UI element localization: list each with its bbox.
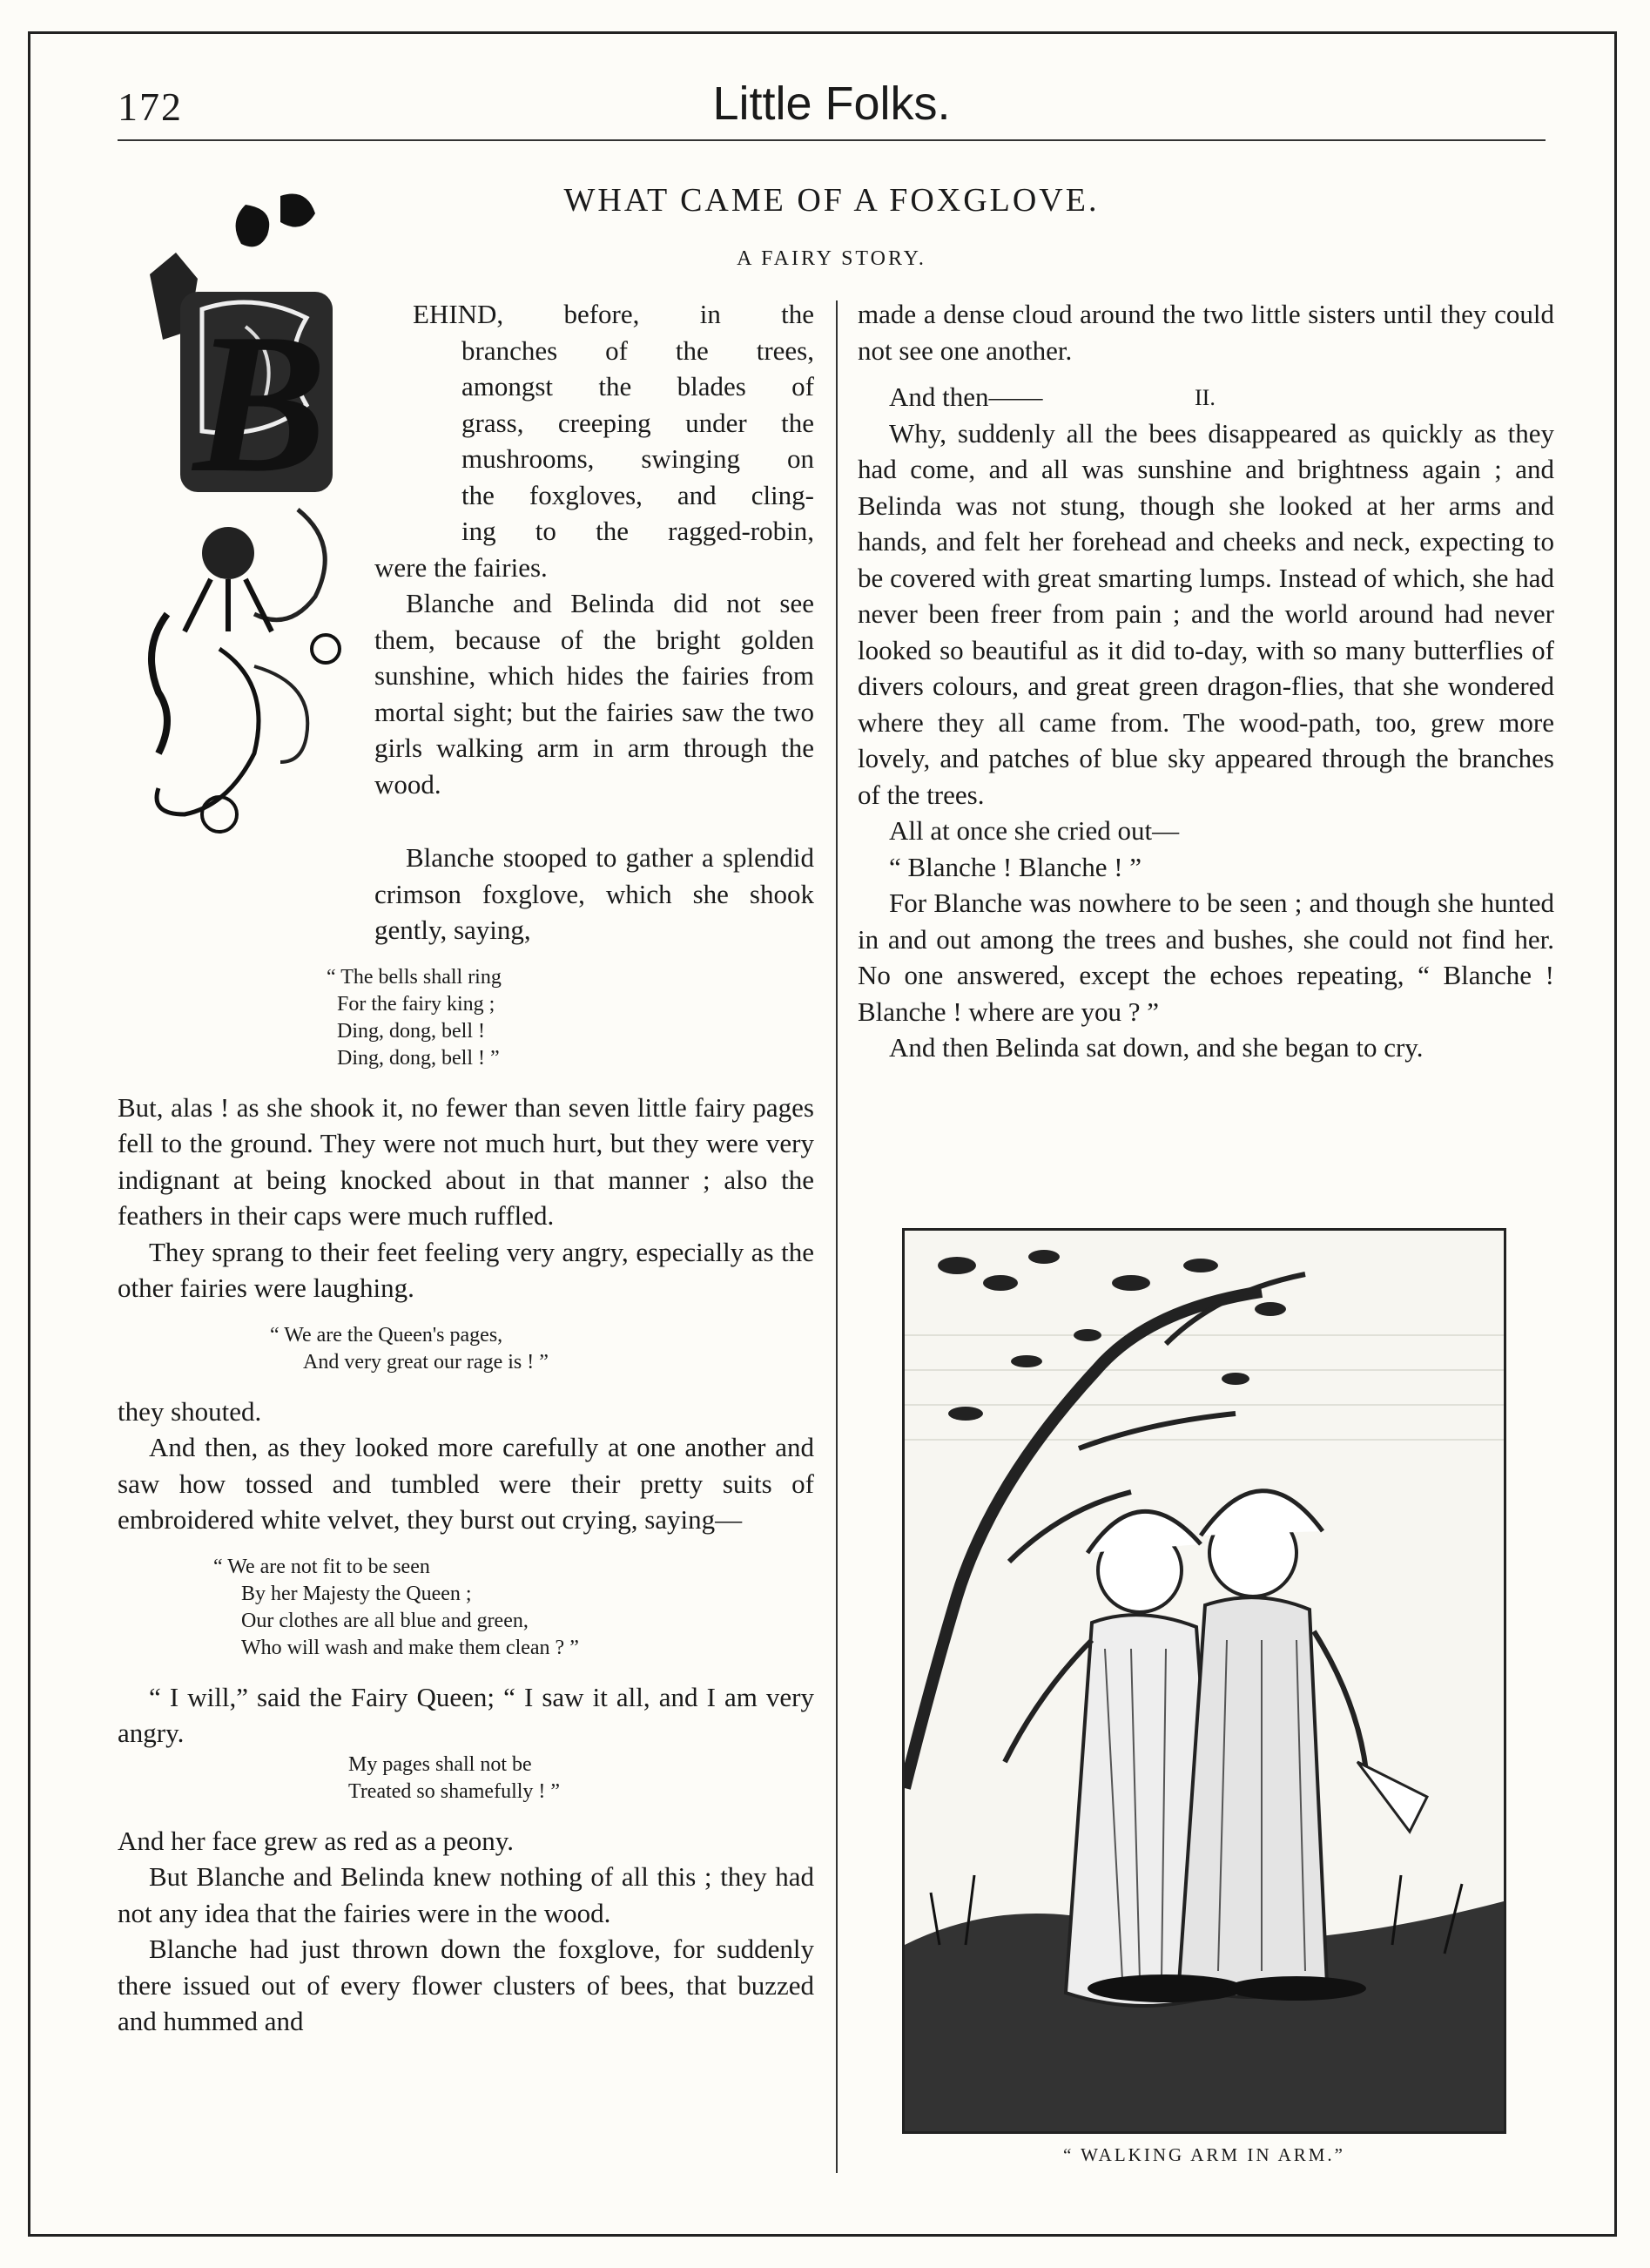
- paragraph: “ I will,” said the Fairy Queen; “ I saw it all, and I am very angry.: [118, 1681, 814, 1748]
- left-column-p2: [374, 585, 814, 802]
- header-rule: [118, 139, 1546, 141]
- paragraph: “ Blanche ! Blanche ! ”: [889, 851, 1142, 882]
- verse-line: “ We are the Queen's pages,: [270, 1323, 503, 1347]
- verse-line: Our clothes are all blue and green,: [241, 1609, 529, 1632]
- paragraph: Blanche and Belinda did not see them, because of the bright golden sunshine, which hides the fairies from mortal sight; but the fairies saw the two girls walking arm in arm through the wood.: [374, 588, 814, 800]
- paragraph: But, alas ! as she shook it, no fewer than seven little fairy pages fell to the ground. They were not much hurt, but they were very indignant at being knocked about in that manner ; also the feathers in their caps were much ruffled.: [118, 1091, 814, 1231]
- verse-line: By her Majesty the Queen ;: [241, 1582, 472, 1605]
- page-number: 172: [118, 84, 183, 129]
- paragraph: Why, suddenly all the bees disappeared as quickly as they had come, and all was sunshine and brightness again ; and Belinda was not stung, though she looked at her arms and hands, and felt her forehead and cheeks and neck, expecting to be covered with great smarting lumps. Instead of which, she had never been freer from pain ; and the world around had never looked so beautiful as it did to-day, with so many butterflies of divers colours, and great green dragon-flies, that she wondered where they all came from. The wood-path, too, grew more lovely, and patches of blue sky appeared through the branches of the trees.: [858, 417, 1554, 810]
- intro-line: mushrooms, swinging on: [461, 443, 814, 474]
- verse-4: [118, 1752, 814, 1806]
- paragraph: And her face grew as red as a peony.: [118, 1825, 515, 1856]
- dropcap-letter: B: [193, 292, 327, 514]
- intro-line: amongst the blades of: [461, 371, 814, 402]
- verse-line: For the fairy king ;: [337, 992, 495, 1016]
- paragraph: Blanche had just thrown down the foxglove, for suddenly there issued out of every flower clusters of bees, that buzzed and hummed and: [118, 1934, 814, 2036]
- paragraph: But Blanche and Belinda knew nothing of all this ; they had not any idea that the fairies were in the wood.: [118, 1861, 814, 1928]
- section-number: II.: [1195, 385, 1216, 410]
- verse-line: Treated so shamefully ! ”: [348, 1779, 561, 1803]
- paragraph: made a dense cloud around the two little sisters until they could not see one another.: [858, 299, 1554, 366]
- left-column-intro: [374, 296, 814, 585]
- verse-line: And very great our rage is ! ”: [303, 1350, 549, 1374]
- intro-line: branches of the trees,: [461, 334, 814, 366]
- paragraph: And then, as they looked more carefully at one another and saw how tossed and tumbled were their pretty suits of embroidered white velvet, they burst out crying, saying—: [118, 1432, 814, 1535]
- paragraph: And then Belinda sat down, and she began to cry.: [889, 1032, 1424, 1063]
- paragraph: They sprang to their feet feeling very angry, especially as the other fairies were laughing.: [118, 1236, 814, 1303]
- page-header: [118, 77, 1546, 138]
- verse-line: “ The bells shall ring: [327, 965, 502, 989]
- paragraph: For Blanche was nowhere to be seen ; and though she hunted in and out among the trees and bushes, she could not find her. No one answered, except the echoes repeating, “ Blanche ! Blanche ! where are you ? ”: [858, 888, 1554, 1027]
- running-title: Little Folks.: [712, 78, 951, 130]
- illustration-frame: [902, 1228, 1506, 2134]
- story-title: WHAT CAME OF A FOXGLOVE.: [563, 182, 1100, 219]
- story-subtitle: A FAIRY STORY.: [737, 247, 926, 270]
- verse-2: [118, 1322, 814, 1376]
- left-column-body: [118, 840, 814, 2040]
- illustration-caption: “ WALKING ARM IN ARM.”: [1062, 2144, 1346, 2165]
- intro-line: the foxgloves, and cling-: [461, 479, 814, 510]
- verse-line: Ding, dong, bell !: [337, 1019, 485, 1043]
- verse-1: [118, 964, 814, 1072]
- intro-line: were the fairies.: [374, 551, 548, 583]
- dropcap-illustration: [98, 179, 376, 858]
- intro-line: grass, creeping under the: [461, 407, 814, 438]
- paragraph: All at once she cried out—: [889, 815, 1180, 846]
- paragraph: And then——: [889, 381, 1043, 412]
- intro-line: ing to the ragged-robin,: [461, 516, 814, 546]
- right-column-body: [858, 296, 1554, 1066]
- verse-3: [118, 1554, 814, 1662]
- verse-line: “ We are not fit to be seen: [213, 1555, 430, 1578]
- intro-line: EHIND, before, in the: [413, 299, 814, 329]
- paragraph: they shouted.: [118, 1395, 262, 1427]
- verse-line: Ding, dong, bell ! ”: [337, 1046, 500, 1070]
- verse-line: My pages shall not be: [348, 1752, 532, 1776]
- paragraph: Blanche stooped to gather a splendid crimson foxglove, which she shook gently, saying,: [374, 842, 814, 945]
- verse-line: Who will wash and make them clean ? ”: [241, 1636, 579, 1659]
- walking-girls-engraving: [905, 1231, 1504, 2131]
- column-rule: [836, 300, 838, 2173]
